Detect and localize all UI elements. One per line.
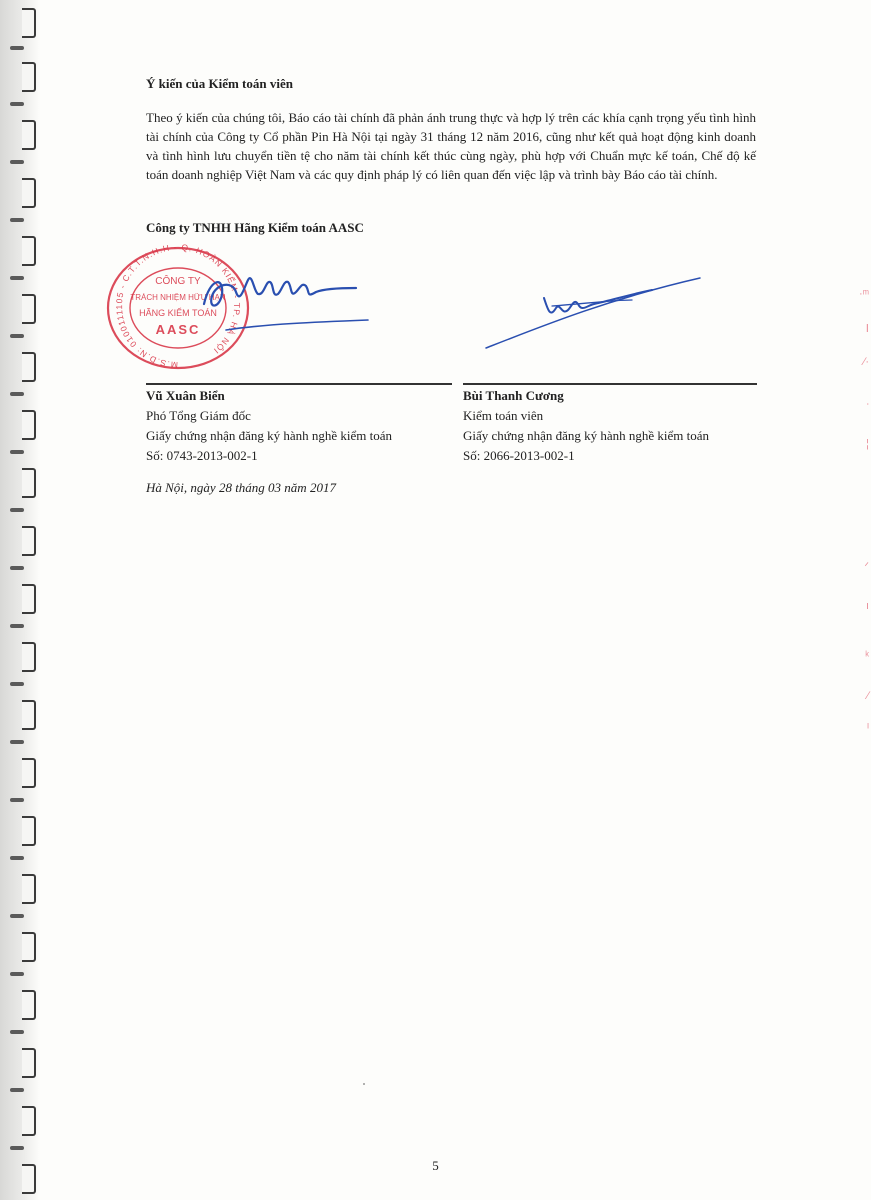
signatory-title: Kiểm toán viên [463,408,544,423]
seal-line-2: TRÁCH NHIỆM HỮU HẠN [130,293,226,302]
audit-company-name: Công ty TNHH Hãng Kiểm toán AASC [146,220,364,235]
binding-strip [0,0,40,1200]
seal-ring-text: M.S.D.N: 0100111105 - C.T.T.N.H.H - Q. HOÀN KIẾM - TP. HÀ NỘI [114,242,243,371]
scan-speck [363,1083,365,1085]
opinion-heading: Ý kiến của Kiểm toán viên [146,76,293,91]
certificate-number: Số: 2066-2013-002-1 [463,448,575,463]
bleed-through-marks: ·ᵐ Ⅰ ∕· ᐧ ¦ ᐟ ı ᵏ ∕ ᴵ [859,288,869,734]
certificate-label: Giấy chứng nhận đăng ký hành nghề kiểm toán [146,428,393,443]
signatory-title: Phó Tổng Giám đốc [146,408,251,423]
seal-line-3: HÃNG KIỂM TOÁN [139,308,217,318]
signatory-name: Vũ Xuân Biển [146,388,225,403]
seal-line-4: AASC [155,322,201,337]
certificate-number: Số: 0743-2013-002-1 [146,448,258,463]
signatory-name: Bùi Thanh Cương [463,388,564,403]
opinion-paragraph: Theo ý kiến của chúng tôi, Báo cáo tài chính đã phản ánh trung thực và hợp lý trên các khía cạnh trọng yếu tình hình tài chính của Công ty Cổ phần Pin Hà Nội tại ngày 31 tháng 12 năm 2016, cũng như kết quả hoạt động kinh doanh và tình hình lưu chuyển tiền tệ cho năm tài chính kết thúc cùng ngày, phù hợp với Chuẩn mực kế toán, Chế độ kế toán doanh nghiệp Việt Nam và các quy định pháp lý có liên quan đến việc lập và trình bày Báo cáo tài chính. [146,110,756,182]
signatory-block-right [463,386,709,466]
signatory-block-left [146,386,392,466]
place-and-date: Hà Nội, ngày 28 tháng 03 năm 2017 [146,480,336,495]
seal-line-1: CÔNG TY [155,276,201,287]
certificate-label: Giấy chứng nhận đăng ký hành nghề kiểm toán [463,428,710,443]
page-number: 5 [432,1158,439,1173]
signature-rule-left [146,383,452,385]
signature-rule-right [463,383,757,385]
signature-vu-xuan-bien [196,258,376,338]
signature-bui-thanh-cuong [482,270,706,355]
